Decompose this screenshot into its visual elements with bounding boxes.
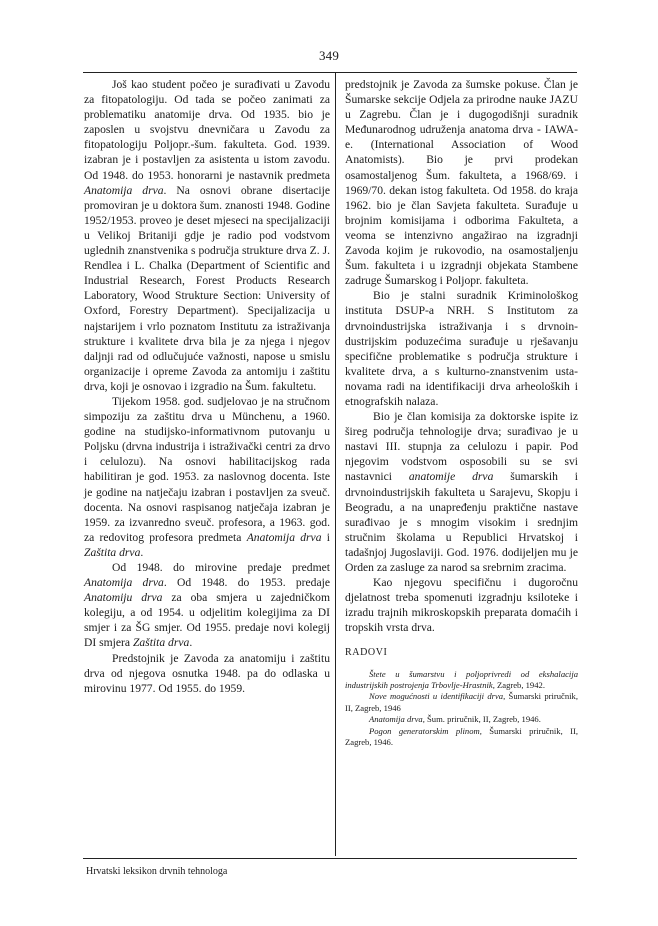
bio-paragraph [345, 575, 578, 635]
works-item [345, 669, 578, 692]
text-run: Od 1948. do mirovine predaje predmet [112, 561, 330, 574]
text-run: , Šumarski priručnik, II, Zagreb, 1946 [345, 691, 578, 713]
text-run: Predstojnik je Zavoda za anatomiju i zaštitu drva od njegova osnutka 1948. pa do odlaska u mirovinu 1977. Od 1955. do 1959. [84, 651, 330, 695]
bio-paragraph [345, 77, 578, 288]
italic-title: anatomije drva [408, 470, 494, 484]
works-item [345, 714, 578, 725]
left-column [84, 77, 330, 696]
text-run: . [140, 545, 144, 559]
italic-title: Zaštita drva [132, 636, 190, 650]
bio-paragraph [345, 288, 578, 409]
top-rule [83, 72, 577, 73]
italic-title: Anatomiju drva [84, 591, 163, 605]
italic-title: Anatomija drva [369, 714, 423, 725]
text-run: , Šumarski priručnik, II, Zagreb, 1946. [345, 725, 578, 747]
text-run: Tijekom 1958. god. sudjelovao je na stručnom simpoziju za zaštitu drva u Münchenu, a 1960. godine na studijsko-informativnom putovanju u Poljsku (drvna industrija i istraživački centri za drvo i celulozu). Na osnovi habilitacijskog rada habilitiran je god. 1953. za naslovnog docenta. Iste je godine na natječaju izabran i postavljen za sveuč. docenta. Na osnovi raspisanog natječaja izabran je 1959. za izvanredno sveuč. profesora, a 1963. god. za redovitog profesora predmeta [84, 394, 330, 544]
bio-paragraph [84, 560, 330, 651]
section-heading: RADOVI [345, 647, 388, 659]
text-run: šumarskih i drvnoindustrijskih fakulteta u Sarajevu, Skopju i Beogradu, a na unapređenju praktične nastave surađivao je s mnogim visokim i srednjim stručnim školama u Republici Hrvatskoj i tadašnjoj Jugoslaviji. God. 1976. dodijeljen mu je Orden za zasluge za narod sa srebrnim zracima. [345, 470, 578, 574]
text-run: Još kao student počeo je surađivati u Zavodu za fitopatologiju. Od tada se počeo zanimati za problematiku anatomije drva. Od 1935. bio je zaposlen u svojstvu dnevničara u Zavodu za fitopatologiju Poljopr.-šum. fakulteta. God. 1939. izabran je i postavljen za asistenta u istom zavodu. Od 1948. do 1953. honorarni je nastavnik predmeta [84, 78, 330, 182]
italic-title: Nove mogućnosti u identifikaciji drva [369, 691, 504, 702]
italic-title: Anatomija drva [84, 183, 164, 197]
text-run: predstojnik je Zavoda za šumske pokuse. Član je Šumarske sekcije Odjela za prirodne nauke JAZU u Zagrebu. Član je i dugogodišnji suradnik Međunarodnog udruženja anatoma drva - IAWA-e. (International Association of Wood Anatomists). Bio je prvi prodekan osamostaljenog Šum. fakulteta, a 1968/69. i 1969/70. dekan istog fakulteta. Od 1958. do kraja 1962. bio je član Savjeta fakulteta. Surađuje u brojnim komisijama i odborima Fakulteta, a veoma se intenzivno angažirao na izgradnji Zavoda kojim je rukovodio, na osamostaljenju Šum. fakulteta i u izgradnji objekata Stambene zadruge Šumarskog i Poljopr. fakulteta. [345, 78, 578, 288]
text-run: za oba smjera u zajedničkom kolegiju, a od 1954. u odjelitim kolegijima za DI smjer i za ŠG smjer. Od 1955. predaje novi kolegij DI smjera [84, 591, 330, 650]
bio-paragraph [345, 409, 578, 575]
text-run: , Zagreb, 1942. [492, 679, 545, 690]
works-list [345, 669, 578, 749]
bottom-rule [83, 858, 577, 859]
italic-title: Zaštita drva [84, 545, 141, 559]
text-run: . [189, 636, 193, 650]
text-run: i [321, 530, 330, 544]
text-run: . Od 1948. do 1953. predaje [163, 576, 330, 590]
text-run: . Na osnovi obrane disertacije promoviran je u doktora šum. znanosti 1948. Godine 1952/1953. proveo je deset mjeseci na specijalizaciji u Velikoj Britaniji gdje je radio pod vodstvom uglednih znanstvenika s područja strukture drva Z. J. Rendlea i L. Chalka (Department of Scientific and Industrial Research, Forest Products Research Laboratory, Wood Strukture Section: University of Oxford, Forestry Department). Specijalizacija u najstarijem i vrlo poznatom Institutu za istraživanja strukture i kvalitete drva bila je za njega i njegov daljnji rad od odlučujuće važnosti, napose u smislu organizacije i opreme Zavoda za antomiju i zaštitu drva, koji je osnovao i izgradio na Šum. fakultetu. [84, 183, 330, 393]
text-run: , Šum. priručnik, II, Zagreb, 1946. [422, 714, 541, 725]
italic-title: Anatomija drva [246, 530, 322, 544]
right-column [345, 77, 578, 748]
page-footer: Hrvatski leksikon drvnih tehnologa [86, 866, 228, 877]
bio-paragraph [84, 651, 330, 696]
works-item [345, 691, 578, 714]
italic-title: Štete u šumarstvu i poljoprivredi od ekshalacija industrijskih postrojenja Trbovlje-Hrastnik [345, 668, 578, 690]
bio-paragraph [84, 394, 330, 560]
text-run: Kao njegovu specifičnu i dugoročnu djelatnost treba spomenuti izgradnju ksiloteke i izradu trajnih mikroskopskih preparata domaćih i tropskih vrsta drva. [345, 576, 578, 635]
works-item [345, 726, 578, 749]
page-number: 349 [318, 48, 340, 63]
italic-title: Pogon generatorskim plinom [369, 725, 480, 736]
text-run: Bio je član komisija za doktorske ispite iz šireg područja tehnologije drva; surađivao je u nastavi III. stupnja za celulozu i papir. Pod njegovim vodstvom osposobili su se svi nastavnici [345, 410, 578, 484]
text-run: Bio je stalni suradnik Kriminološkog instituta DSUP-a NRH. S Institutom za drvnoindustrijska istraživanja i s drvnoindustrijskim poduzećima surađuje u rješavanju specifične problematike s područja strukture i kvalitete drva, a s kulturno-znanstvenim ustanovama radi na identifikaciji drva arheoloških i etnografskih nalaza. [345, 289, 578, 408]
column-divider [335, 73, 336, 856]
bio-paragraph [84, 77, 330, 394]
italic-title: Anatomija drva [84, 576, 164, 590]
